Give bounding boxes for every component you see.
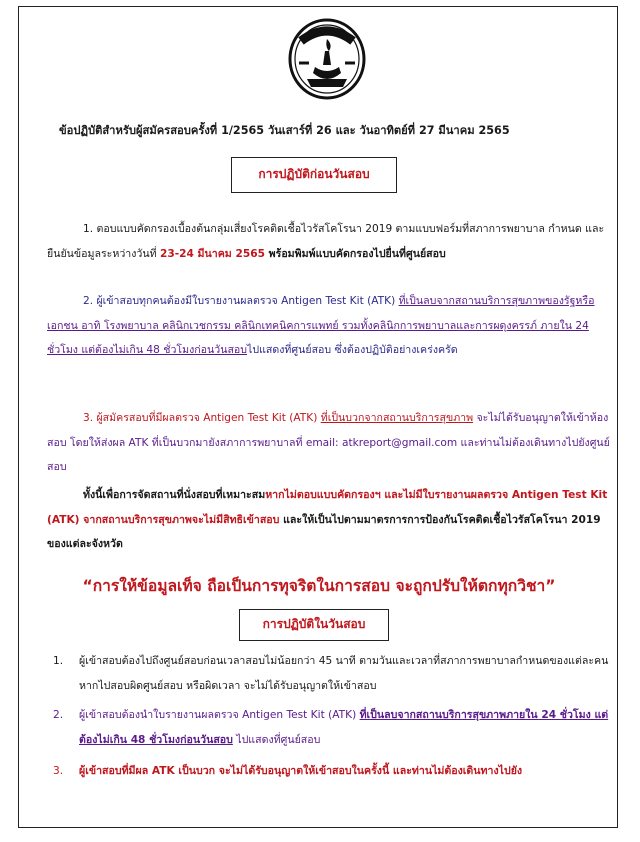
item-text: ผู้เข้าสอบต้องนำใบรายงานผลตรวจ Antigen Test Kit (ATK) <box>79 709 360 721</box>
paragraph-2 <box>47 289 613 363</box>
item-underlined: ที่เป็นลบจากสถานบริการสุขภาพภายใน 24 ชั่วโมง แต่ต้องไม่เกิน 48 ชั่วโมงก่อนวันสอบ <box>79 709 609 746</box>
p4-tail: และให้เป็นไปตามมาตรการการป้องกันโรคติดเชื้อไวรัสโคโรนา 2019 ของแต่ละจังหวัด <box>47 513 601 550</box>
exam-day-item-2 <box>53 703 613 752</box>
p1-dates: 23-24 มีนาคม 2565 <box>159 247 265 260</box>
section-title-before-exam: การปฏิบัติก่อนวันสอบ <box>231 157 397 193</box>
document-page <box>18 6 618 828</box>
exam-day-item-3 <box>53 759 613 784</box>
warning-quote: “การให้ข้อมูลเท็จ ถือเป็นการทุจริตในการสอบ จะถูกปรับให้ตกทุกวิชา” <box>82 577 556 595</box>
p2-tail: ไปแสดงที่ศูนย์สอบ ซึ่งต้องปฏิบัติอย่างเคร่งครัด <box>247 344 458 356</box>
p3-text: 3. ผู้สมัครสอบที่มีผลตรวจ Antigen Test Kit (ATK) <box>83 412 321 424</box>
item-text: ผู้เข้าสอบต้องไปถึงศูนย์สอบก่อนเวลาสอบไม่น้อยกว่า 45 นาที ตามวันและเวลาที่สภาการพยาบาลกำหนดของแต่ละคน หากไปสอบผิดศูนย์สอบ หรือผิดเวลา จะไม่ได้รับอนุญาตให้เข้าสอบ <box>79 655 609 692</box>
p3-tail: จะไม่ได้รับอนุญาตให้เข้าห้องสอบ โดยให้ส่งผล ATK ที่เป็นบวกมายังสภาการพยาบาลที่ email: atkreport@gmail.com และท่านไม่ต้องเดินทางไปยังศูนย์สอบ <box>47 412 610 473</box>
exam-day-item-1 <box>53 649 613 698</box>
p2-underlined: ที่เป็นลบจากสถานบริการสุขภาพของรัฐหรือเอกชน อาทิ โรงพยาบาล คลินิกเวชกรรม คลินิกเทคนิคการแพทย์ รวมทั้งคลินิกการพยาบาลและการผดุงครรภ์ ภายใน 24 ชั่วโมง แต่ต้องไม่เกิน 48 ชั่วโมงก่อนวันสอบ <box>47 295 595 356</box>
paragraph-4 <box>47 483 613 557</box>
item-text: ผู้เข้าสอบที่มีผล ATK เป็นบวก จะไม่ได้รับอนุญาตให้เข้าสอบในครั้งนี้ และท่านไม่ต้องเดินทางไปยัง <box>79 765 523 777</box>
thai-nursing-council-seal-icon <box>287 17 367 101</box>
item-number: 1. <box>53 655 64 667</box>
item-tail: ไปแสดงที่ศูนย์สอบ <box>232 733 321 746</box>
paragraph-3 <box>47 406 613 480</box>
item-number: 2. <box>53 709 64 721</box>
item-number: 3. <box>53 765 64 777</box>
p4-red: หากไม่ตอบแบบคัดกรองฯ และไม่มีใบรายงานผลตรวจ Antigen Test Kit (ATK) จากสถานบริการสุขภาพจะไม่มีสิทธิเข้าสอบ <box>47 489 608 526</box>
p1-text: 1. ตอบแบบคัดกรองเบื้องต้นกลุ่มเสี่ยงโรคติดเชื้อไวรัสโคโรนา 2019 ตามแบบฟอร์มที่สภาการพยาบาล กำหนด และยืนยันข้อมูลระหว่างวันที่ <box>47 223 605 260</box>
page-subtitle: ข้อปฏิบัติสำหรับผู้สมัครสอบครั้งที่ 1/2565 วันเสาร์ที่ 26 และ วันอาทิตย์ที่ 27 มีนาคม 2565 <box>59 124 510 137</box>
p3-underlined: ที่เป็นบวกจากสถานบริการสุขภาพ <box>320 412 474 424</box>
p1-tail: พร้อมพิมพ์แบบคัดกรองไปยื่นที่ศูนย์สอบ <box>264 247 446 260</box>
p2-text: 2. ผู้เข้าสอบทุกคนต้องมีใบรายงานผลตรวจ Antigen Test Kit (ATK) <box>83 295 399 307</box>
section-title-exam-day: การปฏิบัติในวันสอบ <box>239 609 389 641</box>
p4-text: ทั้งนี้เพื่อการจัดสถานที่นั่งสอบที่เหมาะสม <box>83 489 266 501</box>
paragraph-1 <box>47 217 613 266</box>
